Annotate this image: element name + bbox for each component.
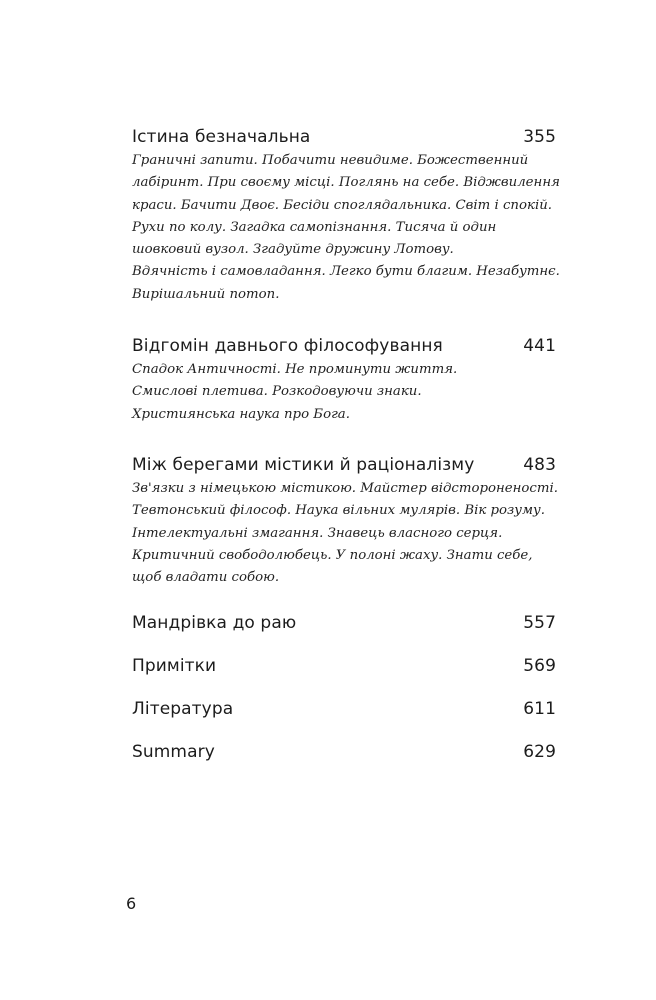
toc-entry-title: Істина безначальна [132, 127, 311, 147]
toc-entry-title: Література [132, 699, 234, 720]
subtopic-line: Вирішальний потоп. [132, 286, 280, 302]
toc-entry-subtopics [132, 359, 556, 426]
toc-entry-page-number: 355 [523, 127, 556, 147]
toc-entry-mizh-berehamy [132, 452, 556, 589]
toc-entry-title: Відгомін давнього філософування [132, 336, 443, 357]
toc-entry-subtopics [132, 150, 560, 306]
toc-entry-vidhomin [132, 333, 556, 426]
toc-entry-heading [132, 124, 556, 150]
subtopic-line: Інтелектуальні змагання. Знавець власного серця. [132, 525, 503, 541]
subtopic-line: шовковий вузол. Згадуйте дружину Лотову. [132, 242, 454, 258]
toc-entry-prymitky [132, 653, 556, 679]
toc-entry-page-number: 569 [523, 656, 556, 677]
toc-entry-page-number: 483 [523, 454, 556, 475]
table-of-contents [132, 124, 560, 765]
subtopic-line: Рухи по колу. Загадка самопізнання. Тисяча й один [132, 219, 497, 235]
toc-entry-page-number: 629 [523, 742, 556, 763]
toc-entry-title: Примітки [132, 656, 217, 677]
toc-entry-title: Summary [132, 742, 215, 763]
subtopic-line: Тевтонський філософ. Наука вільних мулярів. Вік розуму. [132, 503, 545, 519]
page-number: 6 [126, 894, 137, 913]
toc-entry-title: Мандрівка до раю [132, 613, 297, 634]
toc-entry-summary [132, 739, 556, 765]
subtopic-line: лабіринт. При своєму місці. Поглянь на себе. Віджвилення [132, 175, 560, 191]
subtopic-line: Зв'язки з німецькою містикою. Майстер відстороненості. [132, 480, 558, 496]
toc-entry-heading [132, 452, 556, 478]
toc-entry-heading [132, 696, 556, 722]
subtopic-line: краси. Бачити Двоє. Бесіди споглядальника. Світ і спокій. [132, 197, 552, 213]
toc-entry-istyna [132, 124, 560, 306]
subtopic-line: Християнська наука про Бога. [132, 406, 350, 422]
subtopic-line: щоб владати собою. [132, 570, 280, 586]
toc-entry-mandrivka [132, 610, 556, 636]
toc-entry-page-number: 611 [523, 699, 556, 720]
toc-entry-page-number: 557 [523, 613, 556, 634]
toc-entry-title: Між берегами містики й раціоналізму [132, 454, 475, 475]
subtopic-line: Граничні запити. Побачити невидиме. Божественний [132, 153, 529, 168]
toc-entry-heading [132, 653, 556, 679]
subtopic-line: Критичний свободолюбець. У полоні жаху. Знати себе, [132, 547, 533, 563]
subtopic-line: Вдячність і самовладання. Легко бути благим. Незабутнє. [132, 264, 560, 280]
toc-entry-heading [132, 333, 556, 359]
toc-entry-literatura [132, 696, 556, 722]
toc-entry-heading [132, 610, 556, 636]
toc-entry-heading [132, 739, 556, 765]
toc-entry-subtopics [132, 478, 556, 589]
subtopic-line: Спадок Античності. Не проминути життя. [132, 362, 458, 378]
subtopic-line: Смислові плетива. Розкодовуючи знаки. [132, 384, 422, 400]
toc-entry-page-number: 441 [523, 336, 556, 357]
